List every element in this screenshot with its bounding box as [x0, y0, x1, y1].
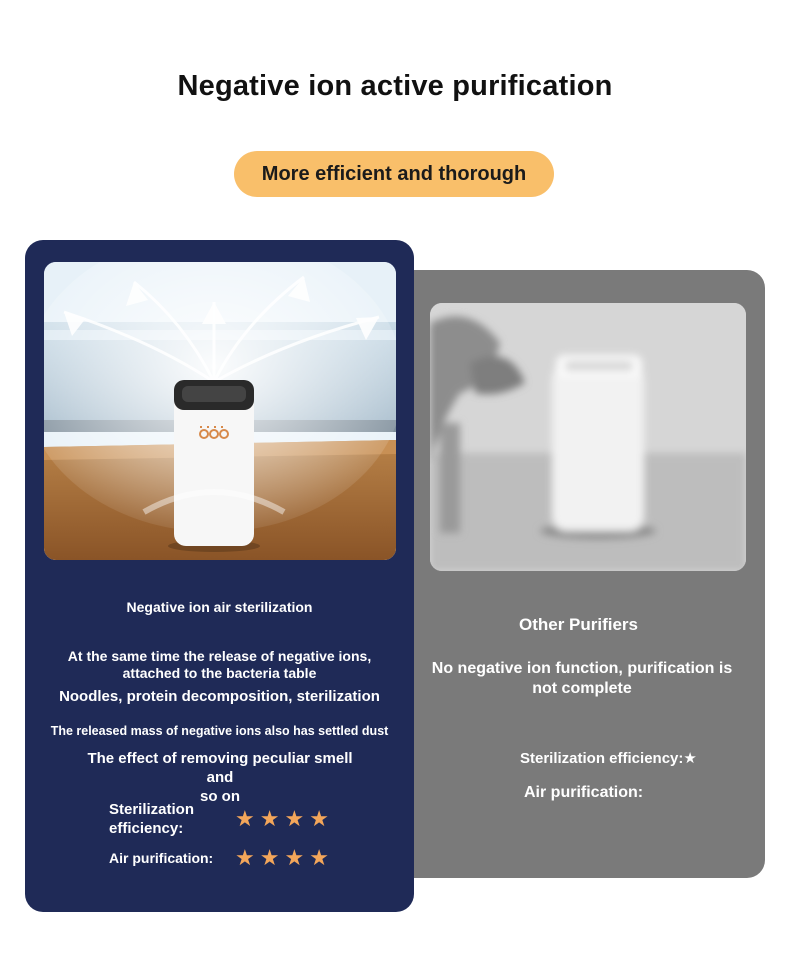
description-line: so on — [200, 788, 240, 805]
other-description-line: No negative ion function, purification is — [431, 660, 733, 677]
star-icon: ★ — [235, 806, 255, 831]
sterilization-label-line: efficiency: — [109, 820, 184, 837]
negative-ion-card — [25, 240, 414, 912]
other-sterilization-efficiency: Sterilization efficiency:★ — [520, 750, 697, 767]
sterilization-label — [109, 800, 235, 838]
description-block — [75, 749, 365, 806]
negative-ion-caption: Negative ion air sterilization — [126, 599, 313, 615]
air-purification-label: Air purification: — [109, 849, 214, 866]
star-icon: ★ — [284, 845, 305, 870]
description-line: attached to the bacteria table — [122, 665, 317, 681]
sterilization-label-line: Sterilization — [109, 801, 195, 818]
other-purifiers-title: Other Purifiers — [518, 615, 639, 634]
star-icon: ★ — [259, 806, 280, 831]
star-icon: ★ — [309, 845, 329, 870]
negative-ion-purifier-illustration — [44, 262, 396, 560]
star-icon: ★ — [309, 806, 329, 831]
other-purifiers-description — [412, 659, 752, 699]
other-purifier-photo — [430, 303, 746, 571]
description-line: At the same time the release of negative ions, — [67, 648, 372, 664]
subheadline-pill: More efficient and thorough — [234, 151, 554, 197]
negative-ion-purifier-photo — [44, 262, 396, 560]
other-air-purification: Air purification: — [524, 784, 644, 801]
negative-ion-description — [25, 648, 414, 682]
sterilization-stars — [235, 808, 334, 830]
star-icon: ★ — [284, 806, 305, 831]
star-icon: ★ — [259, 845, 280, 870]
sterilization-rating — [109, 800, 334, 838]
other-description-line: not complete — [532, 680, 632, 697]
other-purifier-illustration — [430, 303, 746, 571]
page-headline: Negative ion active purification — [177, 70, 613, 102]
air-purification-rating — [109, 847, 334, 869]
star-icon: ★ — [235, 845, 255, 870]
other-purifiers-card — [392, 270, 765, 878]
description-line: The effect of removing peculiar smell and — [87, 750, 353, 786]
air-purification-stars — [235, 847, 334, 869]
description-line: Noodles, protein decomposition, sterilization — [59, 688, 380, 705]
description-line: The released mass of negative ions also has settled dust — [50, 724, 389, 738]
